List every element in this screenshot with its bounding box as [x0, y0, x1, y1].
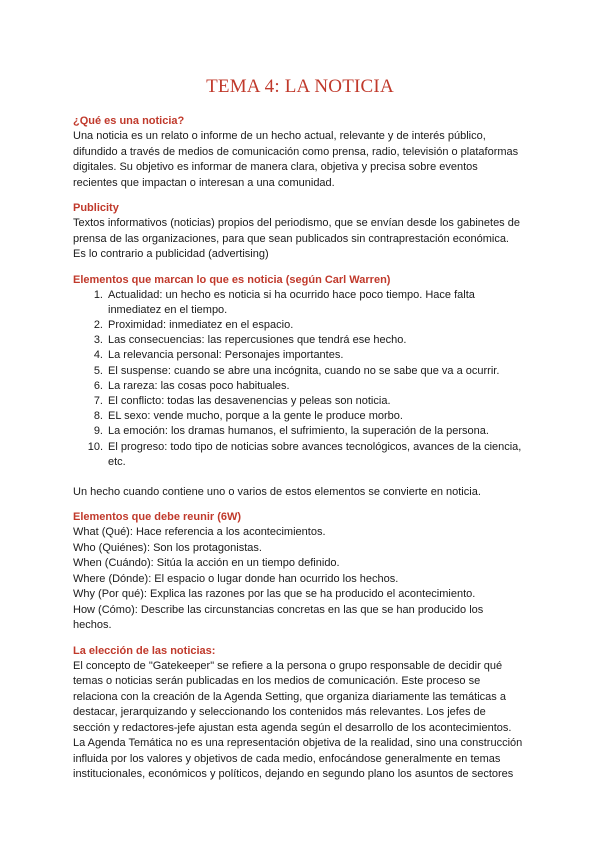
section-elementos — [73, 273, 533, 501]
section-publicity — [73, 201, 533, 263]
section-eleccion — [73, 644, 533, 783]
text-line: Textos informativos (noticias) propios del periodismo, que se envían desde los gabinetes de — [73, 217, 520, 229]
list-number: 1. — [93, 288, 103, 301]
list-number: 3. — [93, 334, 103, 347]
text-line: La Agenda Temática no es una representación objetiva de la realidad, sino una construcción — [73, 737, 523, 750]
text-line: Where (Dónde): El espacio o lugar donde han ocurrido los hechos. — [73, 572, 399, 585]
list-number: 5. — [93, 364, 103, 377]
section-heading: ¿Qué es una noticia? — [73, 115, 185, 127]
text-line: inmediatez en el tiempo. — [108, 303, 228, 316]
text-line: Una noticia es un relato o informe de un hecho actual, relevante y de interés público, — [73, 130, 486, 142]
text-line: Proximidad: inmediatez en el espacio. — [108, 318, 294, 331]
text-line: difundido a través de medios de comunicación como prensa, radio, televisión o plataformas — [73, 145, 519, 158]
list-number: 2. — [93, 318, 103, 331]
list-item — [73, 348, 533, 363]
section-que-es — [73, 114, 533, 191]
section-heading: La elección de las noticias: — [73, 644, 216, 657]
list-number: 4. — [93, 349, 103, 362]
list-number: 8. — [93, 410, 103, 423]
text-line: When (Cuándo): Sitúa la acción en un tiempo definido. — [73, 557, 340, 570]
text-line: What (Qué): Hace referencia a los acontecimientos. — [73, 526, 326, 539]
text-line: Actualidad: un hecho es noticia si ha ocurrido hace poco tiempo. Hace falta — [108, 288, 475, 301]
text-line: digitales. Su objetivo es informar de manera clara, objetiva y precisa sobre eventos — [73, 161, 478, 173]
text-line: destacar, jerarquizando y seleccionando los contenidos más relevantes. Los jefes de — [73, 706, 486, 719]
document-body — [73, 114, 533, 783]
text-line: El concepto de "Gatekeeper" se refiere a la persona o grupo responsable de decidir qué — [73, 659, 503, 672]
text-line: Who (Quiénes): Son los protagonistas. — [73, 541, 262, 554]
list-number: 9. — [93, 425, 103, 438]
text-line: prensa de las organizaciones, para que sean publicados sin contraprestación económica. — [73, 232, 509, 245]
section-6w — [73, 510, 533, 634]
list-number: 6. — [93, 379, 103, 392]
text-line: institucionales, económicos y políticos, dejando en segundo plano los asuntos de sectores — [73, 768, 514, 781]
elements-list — [73, 288, 533, 470]
text-line: temas o noticias serán publicadas en los medios de comunicación. Este proceso se — [73, 675, 481, 688]
list-item — [73, 364, 533, 379]
text-line: Why (Por qué): Explica las razones por las que se ha producido el acontecimiento. — [73, 588, 476, 601]
text-line: influida por los valores y objetivos de cada medio, enfocándose generalmente en temas — [73, 752, 501, 765]
section-heading: Elementos que debe reunir (6W) — [73, 511, 242, 524]
list-number: 7. — [93, 394, 103, 407]
closing-text: Un hecho cuando contiene uno o varios de estos elementos se convierte en noticia. — [73, 485, 481, 498]
section-heading: Publicity — [73, 202, 119, 214]
text-line: sección y redactores-jefe ajustan esta agenda según el desarrollo de los acontecimientos. — [73, 721, 512, 734]
list-item — [73, 288, 533, 318]
list-item — [73, 409, 533, 424]
text-line: etc. — [108, 455, 126, 468]
list-number: 10. — [87, 440, 103, 453]
text-line: How (Cómo): Describe las circunstancias concretas en las que se han producido los — [73, 603, 484, 616]
list-item — [73, 424, 533, 439]
text-line: hechos. — [73, 619, 112, 632]
text-line: recientes que impactan o interesan a una comunidad. — [73, 176, 335, 189]
text-line: Es lo contrario a publicidad (advertising) — [73, 248, 269, 260]
text-line: relaciona con la creación de la Agenda Setting, que organiza diariamente las temáticas a — [73, 690, 506, 703]
list-item — [73, 318, 533, 333]
text-line: Las consecuencias: las repercusiones que tendrá ese hecho. — [108, 334, 407, 347]
section-heading: Elementos que marcan lo que es noticia (según Carl Warren) — [73, 273, 391, 286]
text-line: EL sexo: vende mucho, porque a la gente le produce morbo. — [108, 410, 403, 423]
text-line: El conflicto: todas las desavenencias y peleas son noticia. — [108, 394, 391, 407]
text-line: La relevancia personal: Personajes importantes. — [108, 349, 344, 362]
text-line: La rareza: las cosas poco habituales. — [108, 379, 290, 392]
page-title: TEMA 4: LA NOTICIA — [206, 76, 394, 97]
list-item — [73, 394, 533, 409]
text-line: La emoción: los dramas humanos, el sufrimiento, la superación de la persona. — [108, 425, 489, 438]
list-item — [73, 333, 533, 348]
list-item — [73, 440, 533, 470]
text-line: El suspense: cuando se abre una incógnita, cuando no se sabe que va a ocurrir. — [108, 364, 500, 377]
list-item — [73, 379, 533, 394]
text-line: El progreso: todo tipo de noticias sobre avances tecnológicos, avances de la ciencia, — [108, 440, 522, 453]
